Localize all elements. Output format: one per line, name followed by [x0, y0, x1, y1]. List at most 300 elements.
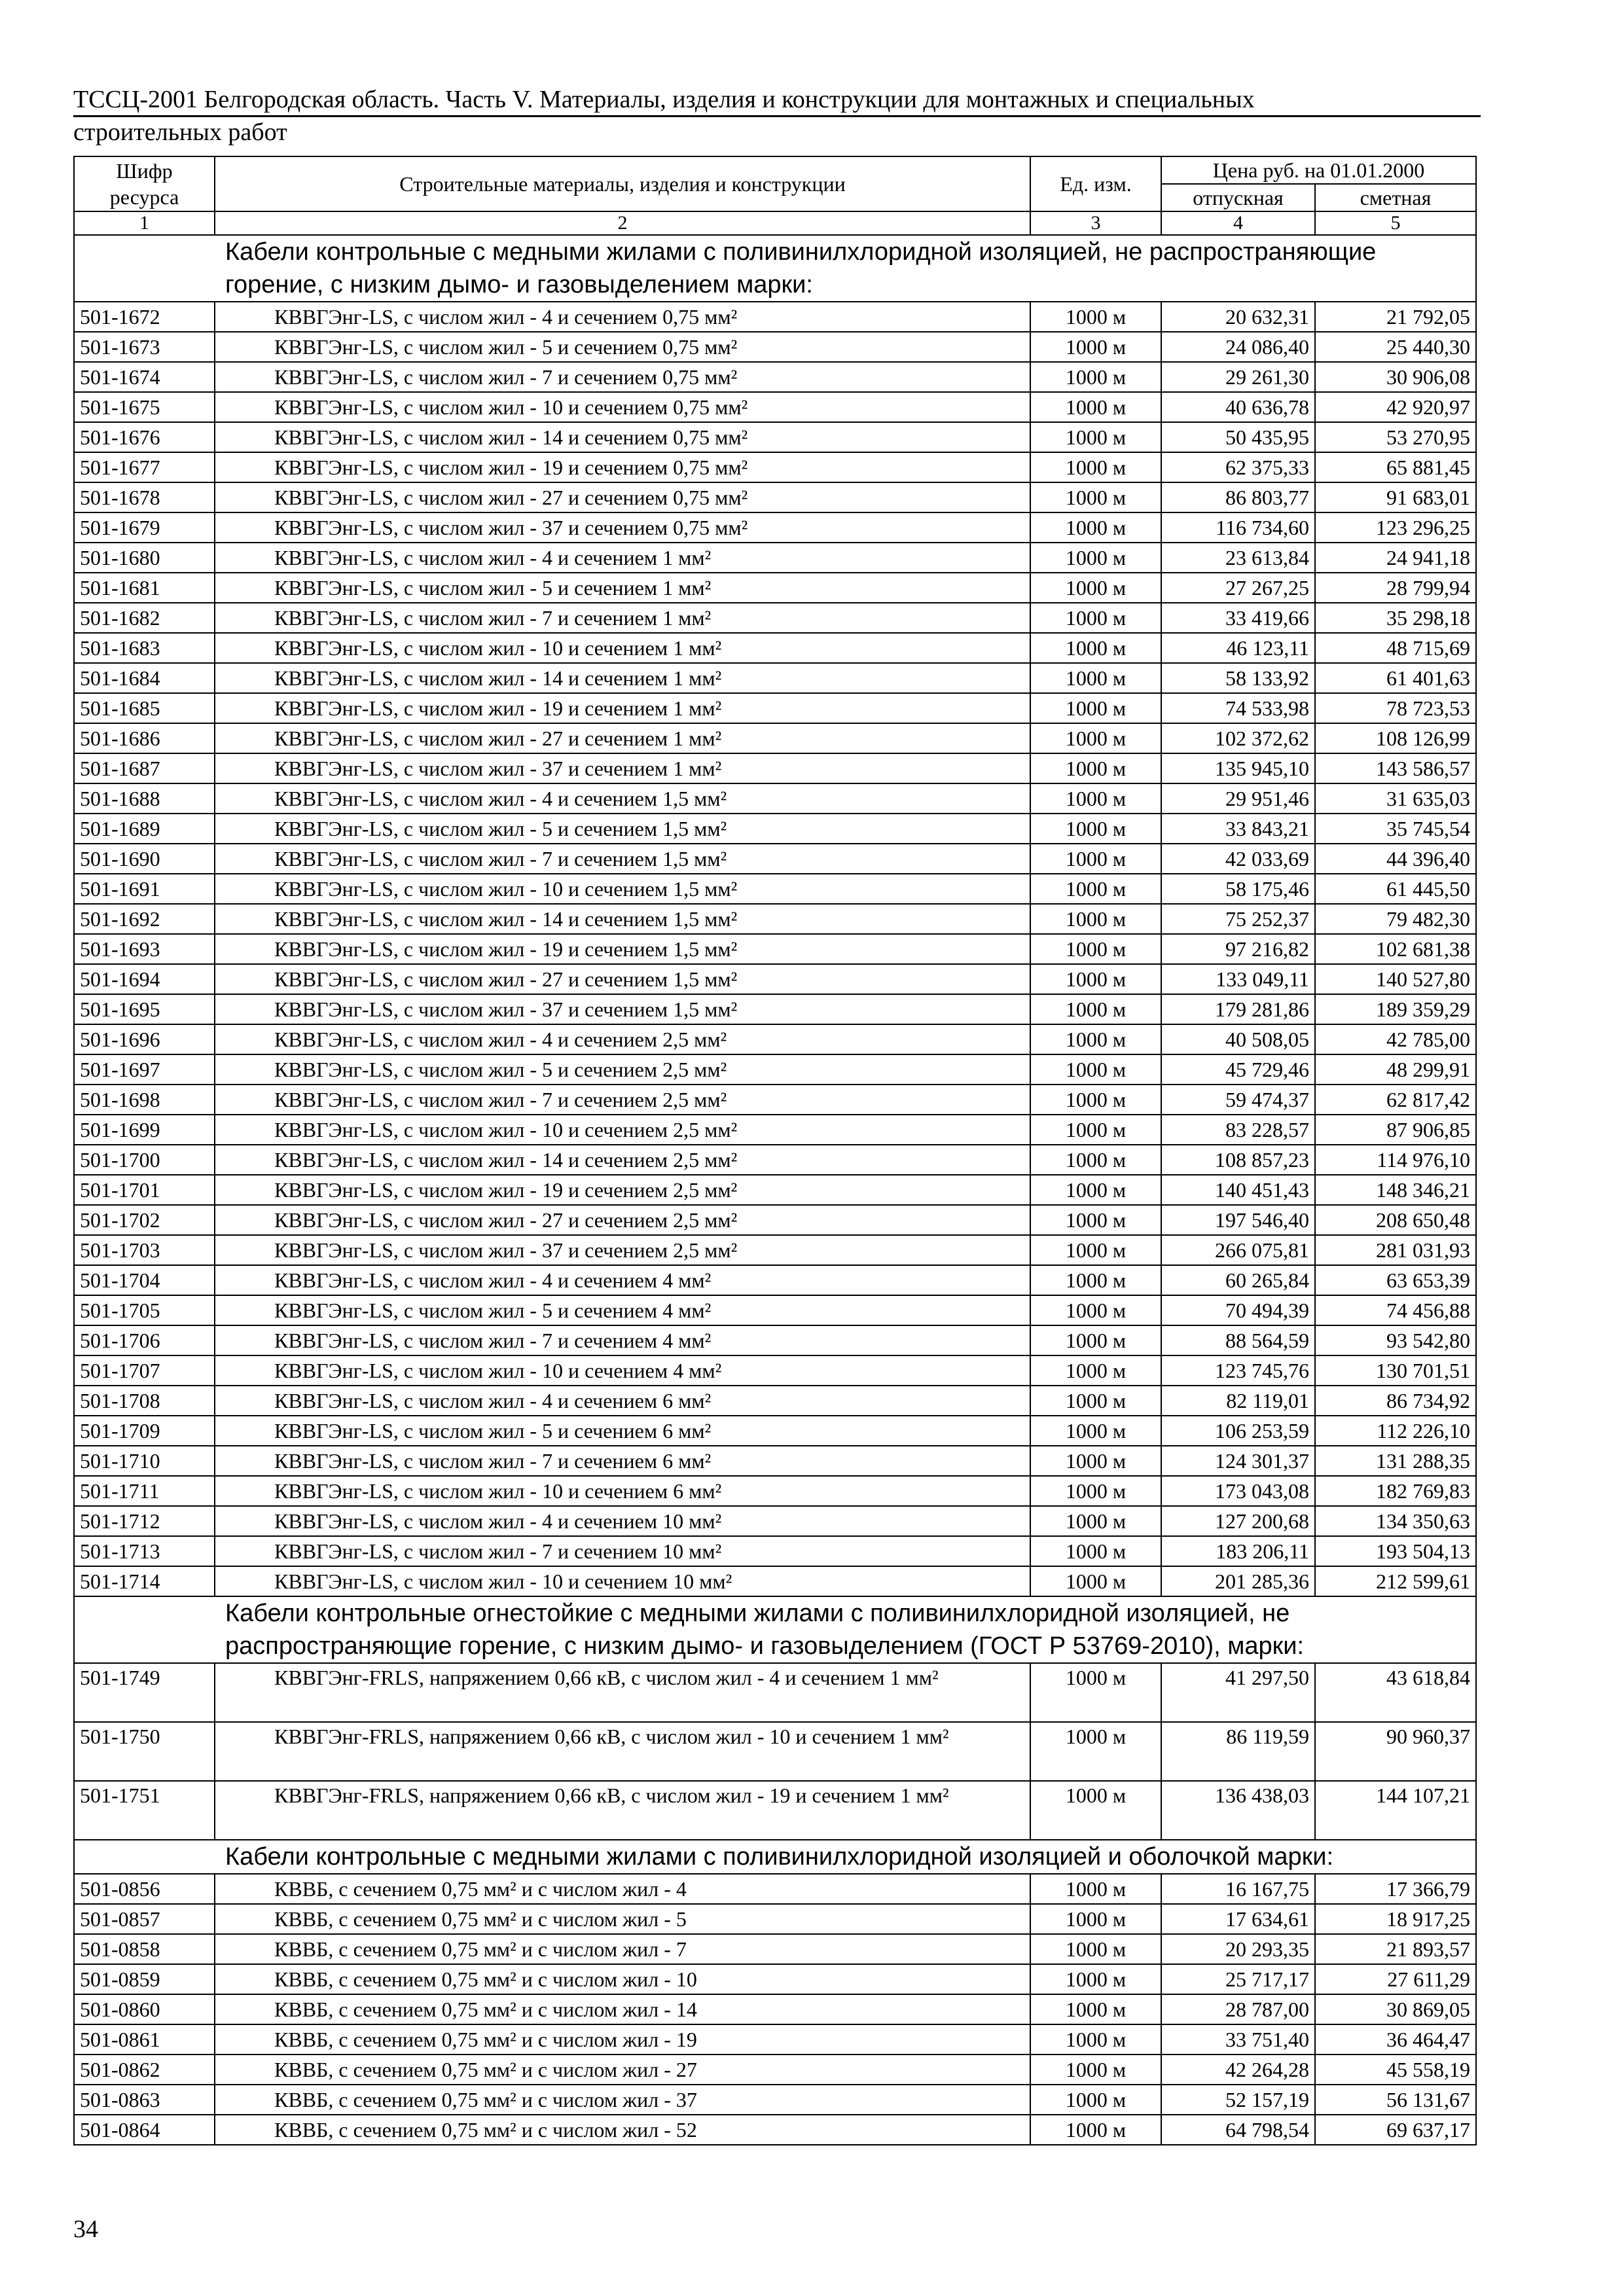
material-name-cell: КВВГЭнг-LS, с числом жил - 5 и сечением 1,5 мм² — [215, 814, 1030, 844]
material-name-cell: КВВГЭнг-LS, с числом жил - 4 и сечением 6 мм² — [215, 1386, 1030, 1416]
document-title: ТССЦ-2001 Белгородская область. Часть V. Материалы, изделия и конструкции для монтажных и специальных — [73, 86, 1255, 113]
estimate-price-cell: 143 586,57 — [1315, 753, 1476, 783]
unit-cell: 1000 м — [1030, 1355, 1161, 1386]
estimate-price-cell: 53 270,95 — [1315, 422, 1476, 452]
material-name-cell: КВВГЭнг-LS, с числом жил - 5 и сечением 4 мм² — [215, 1295, 1030, 1325]
unit-cell: 1000 м — [1030, 603, 1161, 633]
page-header — [73, 84, 1481, 146]
column-number: 5 — [1315, 211, 1476, 235]
material-name-cell: КВВГЭнг-LS, с числом жил - 37 и сечением 1 мм² — [215, 753, 1030, 783]
table-row — [74, 663, 1476, 693]
release-price-cell: 123 745,76 — [1161, 1355, 1315, 1386]
estimate-price-cell: 48 715,69 — [1315, 633, 1476, 663]
release-price-cell: 20 293,35 — [1161, 1934, 1315, 1964]
table-row — [74, 964, 1476, 994]
release-price-cell: 116 734,60 — [1161, 512, 1315, 543]
resource-code-cell: 501-1675 — [74, 392, 215, 422]
release-price-cell: 42 033,69 — [1161, 844, 1315, 874]
material-name-cell: КВВГЭнг-LS, с числом жил - 19 и сечением 1,5 мм² — [215, 934, 1030, 964]
unit-cell: 1000 м — [1030, 1446, 1161, 1476]
release-price-cell: 41 297,50 — [1161, 1663, 1315, 1722]
release-price-cell: 86 119,59 — [1161, 1722, 1315, 1781]
table-row — [74, 1024, 1476, 1054]
resource-code-cell: 501-1750 — [74, 1722, 215, 1781]
estimate-price-cell: 21 893,57 — [1315, 1934, 1476, 1964]
unit-cell: 1000 м — [1030, 964, 1161, 994]
table-row — [74, 844, 1476, 874]
resource-code-cell: 501-1676 — [74, 422, 215, 452]
resource-code-cell: 501-1672 — [74, 302, 215, 332]
release-price-cell: 46 123,11 — [1161, 633, 1315, 663]
resource-code-cell: 501-1694 — [74, 964, 215, 994]
release-price-cell: 17 634,61 — [1161, 1904, 1315, 1934]
unit-cell: 1000 м — [1030, 1024, 1161, 1054]
material-name-cell: КВВГЭнг-LS, с числом жил - 7 и сечением 1,5 мм² — [215, 844, 1030, 874]
estimate-price-cell: 130 701,51 — [1315, 1355, 1476, 1386]
estimate-price-cell: 123 296,25 — [1315, 512, 1476, 543]
estimate-price-cell: 28 799,94 — [1315, 573, 1476, 603]
material-name-cell: КВВГЭнг-LS, с числом жил - 10 и сечением 6 мм² — [215, 1476, 1030, 1506]
estimate-price-cell: 18 917,25 — [1315, 1904, 1476, 1934]
resource-code-cell: 501-0856 — [74, 1874, 215, 1904]
table-row — [74, 1386, 1476, 1416]
unit-cell: 1000 м — [1030, 362, 1161, 392]
estimate-price-cell: 86 734,92 — [1315, 1386, 1476, 1416]
release-price-cell: 106 253,59 — [1161, 1416, 1315, 1446]
material-name-cell: КВВГЭнг-FRLS, напряжением 0,66 кВ, с числом жил - 19 и сечением 1 мм² — [215, 1781, 1030, 1840]
estimate-price-cell: 42 920,97 — [1315, 392, 1476, 422]
table-row — [74, 482, 1476, 512]
unit-cell: 1000 м — [1030, 753, 1161, 783]
material-name-cell: КВВГЭнг-LS, с числом жил - 19 и сечением 2,5 мм² — [215, 1175, 1030, 1205]
estimate-price-cell: 193 504,13 — [1315, 1536, 1476, 1566]
unit-cell: 1000 м — [1030, 874, 1161, 904]
release-price-cell: 136 438,03 — [1161, 1781, 1315, 1840]
header-release-price: отпускная — [1161, 184, 1315, 211]
estimate-price-cell: 208 650,48 — [1315, 1205, 1476, 1235]
estimate-price-cell: 65 881,45 — [1315, 452, 1476, 482]
material-name-cell: КВВГЭнг-LS, с числом жил - 4 и сечением 1 мм² — [215, 543, 1030, 573]
unit-cell: 1000 м — [1030, 1536, 1161, 1566]
table-row — [74, 422, 1476, 452]
material-name-cell: КВВГЭнг-LS, с числом жил - 7 и сечением 10 мм² — [215, 1536, 1030, 1566]
release-price-cell: 33 843,21 — [1161, 814, 1315, 844]
table-row — [74, 723, 1476, 753]
release-price-cell: 127 200,68 — [1161, 1506, 1315, 1536]
unit-cell: 1000 м — [1030, 1235, 1161, 1265]
unit-cell: 1000 м — [1030, 422, 1161, 452]
resource-code-cell: 501-1704 — [74, 1265, 215, 1295]
material-name-cell: КВВГЭнг-LS, с числом жил - 5 и сечением 2,5 мм² — [215, 1054, 1030, 1085]
table-row — [74, 1566, 1476, 1596]
unit-cell: 1000 м — [1030, 663, 1161, 693]
release-price-cell: 124 301,37 — [1161, 1446, 1315, 1476]
table-row — [74, 1934, 1476, 1964]
release-price-cell: 88 564,59 — [1161, 1325, 1315, 1355]
material-name-cell: КВВГЭнг-FRLS, напряжением 0,66 кВ, с числом жил - 10 и сечением 1 мм² — [215, 1722, 1030, 1781]
estimate-price-cell: 44 396,40 — [1315, 844, 1476, 874]
unit-cell: 1000 м — [1030, 2024, 1161, 2054]
material-name-cell: КВВГЭнг-LS, с числом жил - 37 и сечением 2,5 мм² — [215, 1235, 1030, 1265]
estimate-price-cell: 102 681,38 — [1315, 934, 1476, 964]
estimate-price-cell: 27 611,29 — [1315, 1964, 1476, 1994]
material-name-cell: КВВГЭнг-LS, с числом жил - 19 и сечением 1 мм² — [215, 693, 1030, 723]
resource-code-cell: 501-1677 — [74, 452, 215, 482]
unit-cell: 1000 м — [1030, 783, 1161, 814]
resource-code-cell: 501-0862 — [74, 2054, 215, 2085]
release-price-cell: 135 945,10 — [1161, 753, 1315, 783]
estimate-price-cell: 61 445,50 — [1315, 874, 1476, 904]
material-name-cell: КВВГЭнг-LS, с числом жил - 14 и сечением 2,5 мм² — [215, 1145, 1030, 1175]
section-title: Кабели контрольные с медными жилами с поливинилхлоридной изоляцией и оболочкой марки: — [74, 1840, 1476, 1874]
column-number: 1 — [74, 211, 215, 235]
estimate-price-cell: 212 599,61 — [1315, 1566, 1476, 1596]
unit-cell: 1000 м — [1030, 633, 1161, 663]
unit-cell: 1000 м — [1030, 1386, 1161, 1416]
unit-cell: 1000 м — [1030, 1265, 1161, 1295]
estimate-price-cell: 62 817,42 — [1315, 1085, 1476, 1115]
estimate-price-cell: 79 482,30 — [1315, 904, 1476, 934]
table-row — [74, 573, 1476, 603]
page-number: 34 — [73, 2215, 98, 2243]
estimate-price-cell: 30 906,08 — [1315, 362, 1476, 392]
table-row — [74, 693, 1476, 723]
release-price-cell: 75 252,37 — [1161, 904, 1315, 934]
estimate-price-cell: 63 653,39 — [1315, 1265, 1476, 1295]
resource-code-cell: 501-1674 — [74, 362, 215, 392]
release-price-cell: 23 613,84 — [1161, 543, 1315, 573]
material-name-cell: КВВГЭнг-LS, с числом жил - 10 и сечением 10 мм² — [215, 1566, 1030, 1596]
resource-code-cell: 501-0857 — [74, 1904, 215, 1934]
table-row — [74, 392, 1476, 422]
unit-cell: 1000 м — [1030, 1295, 1161, 1325]
unit-cell: 1000 м — [1030, 1781, 1161, 1840]
material-name-cell: КВВГЭнг-LS, с числом жил - 10 и сечением 2,5 мм² — [215, 1115, 1030, 1145]
material-name-cell: КВВГЭнг-LS, с числом жил - 7 и сечением 2,5 мм² — [215, 1085, 1030, 1115]
resource-code-cell: 501-1710 — [74, 1446, 215, 1476]
material-name-cell: КВВГЭнг-LS, с числом жил - 10 и сечением 1,5 мм² — [215, 874, 1030, 904]
unit-cell: 1000 м — [1030, 1994, 1161, 2024]
estimate-price-cell: 25 440,30 — [1315, 332, 1476, 362]
unit-cell: 1000 м — [1030, 1175, 1161, 1205]
unit-cell: 1000 м — [1030, 1325, 1161, 1355]
resource-code-cell: 501-1687 — [74, 753, 215, 783]
release-price-cell: 42 264,28 — [1161, 2054, 1315, 2085]
resource-code-cell: 501-0864 — [74, 2115, 215, 2145]
estimate-price-cell: 112 226,10 — [1315, 1416, 1476, 1446]
table-row — [74, 1904, 1476, 1934]
material-name-cell: КВВГЭнг-LS, с числом жил - 5 и сечением 6 мм² — [215, 1416, 1030, 1446]
material-name-cell: КВВГЭнг-LS, с числом жил - 14 и сечением 1,5 мм² — [215, 904, 1030, 934]
material-name-cell: КВВБ, с сечением 0,75 мм² и с числом жил - 27 — [215, 2054, 1030, 2085]
estimate-price-cell: 182 769,83 — [1315, 1476, 1476, 1506]
resource-code-cell: 501-1700 — [74, 1145, 215, 1175]
resource-code-cell: 501-1696 — [74, 1024, 215, 1054]
material-name-cell: КВВГЭнг-LS, с числом жил - 5 и сечением 1 мм² — [215, 573, 1030, 603]
unit-cell: 1000 м — [1030, 392, 1161, 422]
table-row — [74, 362, 1476, 392]
table-row — [74, 1536, 1476, 1566]
unit-cell: 1000 м — [1030, 994, 1161, 1024]
table-row — [74, 452, 1476, 482]
document-subtitle: строительных работ — [73, 115, 1481, 146]
release-price-cell: 266 075,81 — [1161, 1235, 1315, 1265]
estimate-price-cell: 35 298,18 — [1315, 603, 1476, 633]
material-name-cell: КВВГЭнг-LS, с числом жил - 7 и сечением 6 мм² — [215, 1446, 1030, 1476]
material-name-cell: КВВГЭнг-LS, с числом жил - 37 и сечением 0,75 мм² — [215, 512, 1030, 543]
release-price-cell: 24 086,40 — [1161, 332, 1315, 362]
release-price-cell: 25 717,17 — [1161, 1964, 1315, 1994]
material-name-cell: КВВБ, с сечением 0,75 мм² и с числом жил - 37 — [215, 2085, 1030, 2115]
table-row — [74, 1964, 1476, 1994]
section-title-row — [74, 1596, 1476, 1663]
resource-code-cell: 501-1684 — [74, 663, 215, 693]
resource-code-cell: 501-1686 — [74, 723, 215, 753]
table-row — [74, 1416, 1476, 1446]
column-number: 3 — [1030, 211, 1161, 235]
material-name-cell: КВВГЭнг-LS, с числом жил - 27 и сечением 1,5 мм² — [215, 964, 1030, 994]
resource-code-cell: 501-1685 — [74, 693, 215, 723]
release-price-cell: 40 636,78 — [1161, 392, 1315, 422]
material-name-cell: КВВГЭнг-LS, с числом жил - 10 и сечением 4 мм² — [215, 1355, 1030, 1386]
estimate-price-cell: 91 683,01 — [1315, 482, 1476, 512]
table-row — [74, 633, 1476, 663]
release-price-cell: 52 157,19 — [1161, 2085, 1315, 2115]
release-price-cell: 140 451,43 — [1161, 1175, 1315, 1205]
resource-code-cell: 501-1690 — [74, 844, 215, 874]
material-name-cell: КВВГЭнг-LS, с числом жил - 7 и сечением 4 мм² — [215, 1325, 1030, 1355]
unit-cell: 1000 м — [1030, 2085, 1161, 2115]
table-row — [74, 753, 1476, 783]
release-price-cell: 29 261,30 — [1161, 362, 1315, 392]
material-name-cell: КВВГЭнг-LS, с числом жил - 37 и сечением 1,5 мм² — [215, 994, 1030, 1024]
resource-code-cell: 501-1699 — [74, 1115, 215, 1145]
material-name-cell: КВВГЭнг-FRLS, напряжением 0,66 кВ, с числом жил - 4 и сечением 1 мм² — [215, 1663, 1030, 1722]
release-price-cell: 82 119,01 — [1161, 1386, 1315, 1416]
table-row — [74, 1325, 1476, 1355]
material-name-cell: КВВГЭнг-LS, с числом жил - 14 и сечением 0,75 мм² — [215, 422, 1030, 452]
table-row — [74, 904, 1476, 934]
unit-cell: 1000 м — [1030, 1054, 1161, 1085]
resource-code-cell: 501-1714 — [74, 1566, 215, 1596]
table-row — [74, 1265, 1476, 1295]
unit-cell: 1000 м — [1030, 1904, 1161, 1934]
column-number: 2 — [215, 211, 1030, 235]
table-row — [74, 2054, 1476, 2085]
estimate-price-cell: 189 359,29 — [1315, 994, 1476, 1024]
material-name-cell: КВВБ, с сечением 0,75 мм² и с числом жил - 7 — [215, 1934, 1030, 1964]
unit-cell: 1000 м — [1030, 452, 1161, 482]
table-row — [74, 1175, 1476, 1205]
estimate-price-cell: 17 366,79 — [1315, 1874, 1476, 1904]
estimate-price-cell: 45 558,19 — [1315, 2054, 1476, 2085]
table-row — [74, 332, 1476, 362]
release-price-cell: 27 267,25 — [1161, 573, 1315, 603]
table-row — [74, 1235, 1476, 1265]
release-price-cell: 97 216,82 — [1161, 934, 1315, 964]
estimate-price-cell: 61 401,63 — [1315, 663, 1476, 693]
release-price-cell: 58 175,46 — [1161, 874, 1315, 904]
unit-cell: 1000 м — [1030, 512, 1161, 543]
table-row — [74, 994, 1476, 1024]
release-price-cell: 20 632,31 — [1161, 302, 1315, 332]
estimate-price-cell: 144 107,21 — [1315, 1781, 1476, 1840]
table-row — [74, 1506, 1476, 1536]
material-name-cell: КВВБ, с сечением 0,75 мм² и с числом жил - 52 — [215, 2115, 1030, 2145]
table-row — [74, 302, 1476, 332]
resource-code-cell: 501-1673 — [74, 332, 215, 362]
estimate-price-cell: 74 456,88 — [1315, 1295, 1476, 1325]
estimate-price-cell: 134 350,63 — [1315, 1506, 1476, 1536]
resource-code-cell: 501-1695 — [74, 994, 215, 1024]
estimate-price-cell: 48 299,91 — [1315, 1054, 1476, 1085]
material-name-cell: КВВБ, с сечением 0,75 мм² и с числом жил - 5 — [215, 1904, 1030, 1934]
release-price-cell: 179 281,86 — [1161, 994, 1315, 1024]
unit-cell: 1000 м — [1030, 1566, 1161, 1596]
header-code: Шифр ресурса — [74, 156, 215, 211]
material-name-cell: КВВГЭнг-LS, с числом жил - 27 и сечением 1 мм² — [215, 723, 1030, 753]
table-body — [74, 235, 1476, 2145]
unit-cell: 1000 м — [1030, 1476, 1161, 1506]
material-name-cell: КВВГЭнг-LS, с числом жил - 7 и сечением 1 мм² — [215, 603, 1030, 633]
resource-code-cell: 501-0858 — [74, 1934, 215, 1964]
table-row — [74, 1355, 1476, 1386]
unit-cell: 1000 м — [1030, 1722, 1161, 1781]
unit-cell: 1000 м — [1030, 1416, 1161, 1446]
estimate-price-cell: 35 745,54 — [1315, 814, 1476, 844]
resource-code-cell: 501-1678 — [74, 482, 215, 512]
table-row — [74, 1874, 1476, 1904]
estimate-price-cell: 108 126,99 — [1315, 723, 1476, 753]
material-name-cell: КВВГЭнг-LS, с числом жил - 14 и сечением 1 мм² — [215, 663, 1030, 693]
estimate-price-cell: 148 346,21 — [1315, 1175, 1476, 1205]
header-unit: Ед. изм. — [1030, 156, 1161, 211]
table-row — [74, 1054, 1476, 1085]
resource-code-cell: 501-1683 — [74, 633, 215, 663]
material-name-cell: КВВГЭнг-LS, с числом жил - 4 и сечением 10 мм² — [215, 1506, 1030, 1536]
table-row — [74, 1663, 1476, 1722]
resource-code-cell: 501-0860 — [74, 1994, 215, 2024]
estimate-price-cell: 87 906,85 — [1315, 1115, 1476, 1145]
material-name-cell: КВВГЭнг-LS, с числом жил - 27 и сечением 0,75 мм² — [215, 482, 1030, 512]
table-row — [74, 543, 1476, 573]
estimate-price-cell: 131 288,35 — [1315, 1446, 1476, 1476]
unit-cell: 1000 м — [1030, 1934, 1161, 1964]
material-name-cell: КВВГЭнг-LS, с числом жил - 4 и сечением 2,5 мм² — [215, 1024, 1030, 1054]
resource-code-cell: 501-1712 — [74, 1506, 215, 1536]
material-name-cell: КВВГЭнг-LS, с числом жил - 10 и сечением 0,75 мм² — [215, 392, 1030, 422]
estimate-price-cell: 114 976,10 — [1315, 1145, 1476, 1175]
unit-cell: 1000 м — [1030, 1506, 1161, 1536]
release-price-cell: 16 167,75 — [1161, 1874, 1315, 1904]
section-title-row — [74, 235, 1476, 302]
release-price-cell: 74 533,98 — [1161, 693, 1315, 723]
resource-code-cell: 501-0859 — [74, 1964, 215, 1994]
table-row — [74, 874, 1476, 904]
estimate-price-cell: 30 869,05 — [1315, 1994, 1476, 2024]
release-price-cell: 173 043,08 — [1161, 1476, 1315, 1506]
table-row — [74, 1722, 1476, 1781]
estimate-price-cell: 90 960,37 — [1315, 1722, 1476, 1781]
unit-cell: 1000 м — [1030, 2115, 1161, 2145]
resource-code-cell: 501-1707 — [74, 1355, 215, 1386]
release-price-cell: 29 951,46 — [1161, 783, 1315, 814]
estimate-price-cell: 24 941,18 — [1315, 543, 1476, 573]
resource-code-cell: 501-1706 — [74, 1325, 215, 1355]
release-price-cell: 33 751,40 — [1161, 2024, 1315, 2054]
release-price-cell: 33 419,66 — [1161, 603, 1315, 633]
release-price-cell: 58 133,92 — [1161, 663, 1315, 693]
estimate-price-cell: 42 785,00 — [1315, 1024, 1476, 1054]
resource-code-cell: 501-1688 — [74, 783, 215, 814]
table-row — [74, 2024, 1476, 2054]
resource-code-cell: 501-1751 — [74, 1781, 215, 1840]
material-name-cell: КВВГЭнг-LS, с числом жил - 7 и сечением 0,75 мм² — [215, 362, 1030, 392]
release-price-cell: 133 049,11 — [1161, 964, 1315, 994]
release-price-cell: 83 228,57 — [1161, 1115, 1315, 1145]
estimate-price-cell: 56 131,67 — [1315, 2085, 1476, 2115]
resource-code-cell: 501-1680 — [74, 543, 215, 573]
table-row — [74, 1994, 1476, 2024]
unit-cell: 1000 м — [1030, 934, 1161, 964]
release-price-cell: 40 508,05 — [1161, 1024, 1315, 1054]
release-price-cell: 64 798,54 — [1161, 2115, 1315, 2145]
table-row — [74, 1145, 1476, 1175]
estimate-price-cell: 69 637,17 — [1315, 2115, 1476, 2145]
unit-cell: 1000 м — [1030, 1085, 1161, 1115]
material-name-cell: КВВГЭнг-LS, с числом жил - 4 и сечением 1,5 мм² — [215, 783, 1030, 814]
estimate-price-cell: 140 527,80 — [1315, 964, 1476, 994]
unit-cell: 1000 м — [1030, 1205, 1161, 1235]
resource-code-cell: 501-1698 — [74, 1085, 215, 1115]
release-price-cell: 45 729,46 — [1161, 1054, 1315, 1085]
estimate-price-cell: 78 723,53 — [1315, 693, 1476, 723]
table-row — [74, 2085, 1476, 2115]
resource-code-cell: 501-1692 — [74, 904, 215, 934]
table-row — [74, 1205, 1476, 1235]
unit-cell: 1000 м — [1030, 904, 1161, 934]
resource-code-cell: 501-1697 — [74, 1054, 215, 1085]
release-price-cell: 59 474,37 — [1161, 1085, 1315, 1115]
unit-cell: 1000 м — [1030, 332, 1161, 362]
resource-code-cell: 501-1682 — [74, 603, 215, 633]
resource-code-cell: 501-1691 — [74, 874, 215, 904]
unit-cell: 1000 м — [1030, 1115, 1161, 1145]
material-name-cell: КВВГЭнг-LS, с числом жил - 27 и сечением 2,5 мм² — [215, 1205, 1030, 1235]
unit-cell: 1000 м — [1030, 844, 1161, 874]
resource-code-cell: 501-1708 — [74, 1386, 215, 1416]
release-price-cell: 201 285,36 — [1161, 1566, 1315, 1596]
material-name-cell: КВВБ, с сечением 0,75 мм² и с числом жил - 4 — [215, 1874, 1030, 1904]
section-title: Кабели контрольные с медными жилами с поливинилхлоридной изоляцией, не распространяющие горение, с низким дымо- и газовыделением марки: — [74, 235, 1476, 302]
material-name-cell: КВВГЭнг-LS, с числом жил - 4 и сечением 0,75 мм² — [215, 302, 1030, 332]
table-row — [74, 1446, 1476, 1476]
resource-code-cell: 501-0863 — [74, 2085, 215, 2115]
release-price-cell: 183 206,11 — [1161, 1536, 1315, 1566]
resource-code-cell: 501-1713 — [74, 1536, 215, 1566]
material-name-cell: КВВБ, с сечением 0,75 мм² и с числом жил - 10 — [215, 1964, 1030, 1994]
estimate-price-cell: 93 542,80 — [1315, 1325, 1476, 1355]
resource-code-cell: 501-1709 — [74, 1416, 215, 1446]
table-row — [74, 1781, 1476, 1840]
unit-cell: 1000 м — [1030, 543, 1161, 573]
release-price-cell: 70 494,39 — [1161, 1295, 1315, 1325]
table-row — [74, 2115, 1476, 2145]
material-name-cell: КВВБ, с сечением 0,75 мм² и с числом жил - 19 — [215, 2024, 1030, 2054]
price-table — [73, 156, 1477, 2145]
estimate-price-cell: 21 792,05 — [1315, 302, 1476, 332]
release-price-cell: 102 372,62 — [1161, 723, 1315, 753]
